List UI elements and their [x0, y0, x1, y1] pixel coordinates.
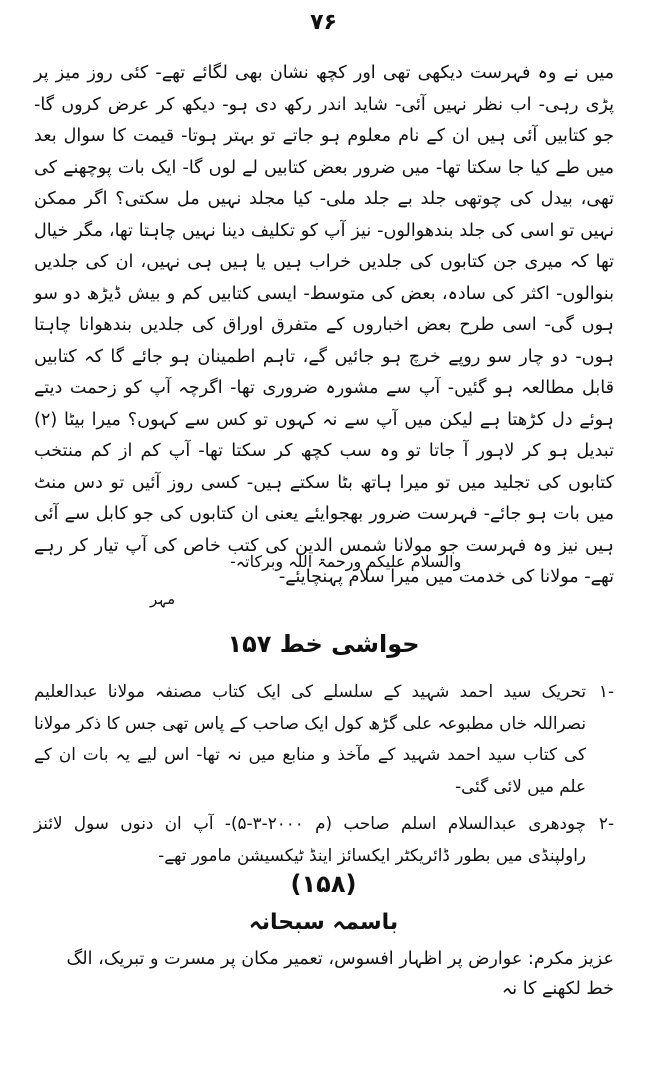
footnote-number: -۱	[598, 681, 614, 701]
page-number: ۷۶	[310, 10, 337, 35]
footnote-number: -۲	[598, 813, 614, 833]
footnote-text: تحریک سید احمد شہید کے سلسلے کی ایک کتاب مصنفہ مولانا عبدالعلیم نصراللہ خاں مطبوعہ علی گڑھ کول ایک صاحب کے پاس تھی جس کا ذکر مولانا کی کتاب سید احمد شہید کے مآخذ و منابع میں نہ تھا- اس لیے یہ بات ان کے علم میں لائی گئی-	[34, 681, 586, 796]
next-letter-salutation: عزیز مکرم: عوارض پر اظہار افسوس، تعمیر مکان پر مسرت و تبریک، الگ خط لکھنے کا نہ	[66, 949, 614, 999]
footnotes-list	[34, 676, 614, 877]
letter-body	[34, 58, 614, 594]
next-letter-invocation: باسمہ سبحانہ	[248, 910, 399, 935]
footnote-text: چودھری عبدالسلام اسلم صاحب (م ۲۰۰۰-۳-۵)- آپ ان دنوں سول لائنز راولپنڈی میں بطور ڈائریکٹر ایکسائز اینڈ ٹیکسیشن مامور تھے-	[34, 813, 586, 865]
footnote-item	[34, 676, 614, 802]
footnote-item	[34, 808, 614, 871]
letter-signature: مہر	[150, 590, 176, 608]
letter-closing: والسلام علیکم ورحمۃ اللہ وبرکاتہ-	[230, 552, 462, 571]
footnotes-heading: حواشی خط ۱۵۷	[227, 630, 420, 658]
next-letter-number: (۱۵۸)	[290, 870, 357, 898]
letter-paragraph: میں نے وہ فہرست دیکھی تھی اور کچھ نشان بھی لگائے تھے- کئی روز میز پر پڑی رہی- اب نظر نہیں آئی- شاید اندر رکھ دی ہو- دیکھ کر عرض کروں گا- جو کتابیں آئی ہیں ان کے نام معلوم ہو جاتے تو بہتر ہوتا- قیمت کا سوال بعد میں طے کیا جا سکتا تھا- میں ضرور بعض کتابیں لے لوں گا- ایک بات پوچھنے کی تھی، بیدل کی چوتھی جلد بے جلد ملی- کیا مجلد نہیں مل سکتی؟ اگر ممکن نہیں تو اسی کی جلد بندھوالوں- نیز آپ کو تکلیف دینا نہیں چاہتا تھا، مگر خیال تھا کہ میری جن کتابوں کی جلدیں خراب ہیں یا ہیں ہی نہیں، ان کی جلدیں بنوالوں- اکثر کی سادہ، بعض کی متوسط- ایسی کتابیں کم و بیش ڈیڑھ دو سو ہوں گی- اسی طرح بعض اخباروں کے متفرق اوراق کی جلدیں بندھوانا چاہتا ہوں- دو چار سو روپے خرچ ہو جائیں گے، تاہم اطمینان ہو جائے گا کہ کتابیں قابل مطالعہ ہو گئیں- آپ سے مشورہ ضروری تھا- اگرچہ آپ کو زحمت دیتے ہوئے دل کڑھتا ہے لیکن میں آپ سے نہ کہوں تو کس سے کہوں؟ میرا بیٹا (۲) تبدیل ہو کر لاہور آ جاتا تو وہ سب کچھ کر سکتا تھا- آپ کم از کم منتخب کتابوں کی تجلید میں تو میرا ہاتھ بٹا سکتے ہیں- کسی روز آئیں تو دس منٹ میں بات ہو جائے- فہرست ضرور بھجوایئے یعنی ان کتابوں کی جو کابل سے آئی ہیں نیز وہ فہرست جو مولانا شمس الدین کی کتب خاص کی آپ تیار کر رہے تھے- مولانا کی خدمت میں میرا سلام پہنچایئے-	[34, 63, 614, 587]
